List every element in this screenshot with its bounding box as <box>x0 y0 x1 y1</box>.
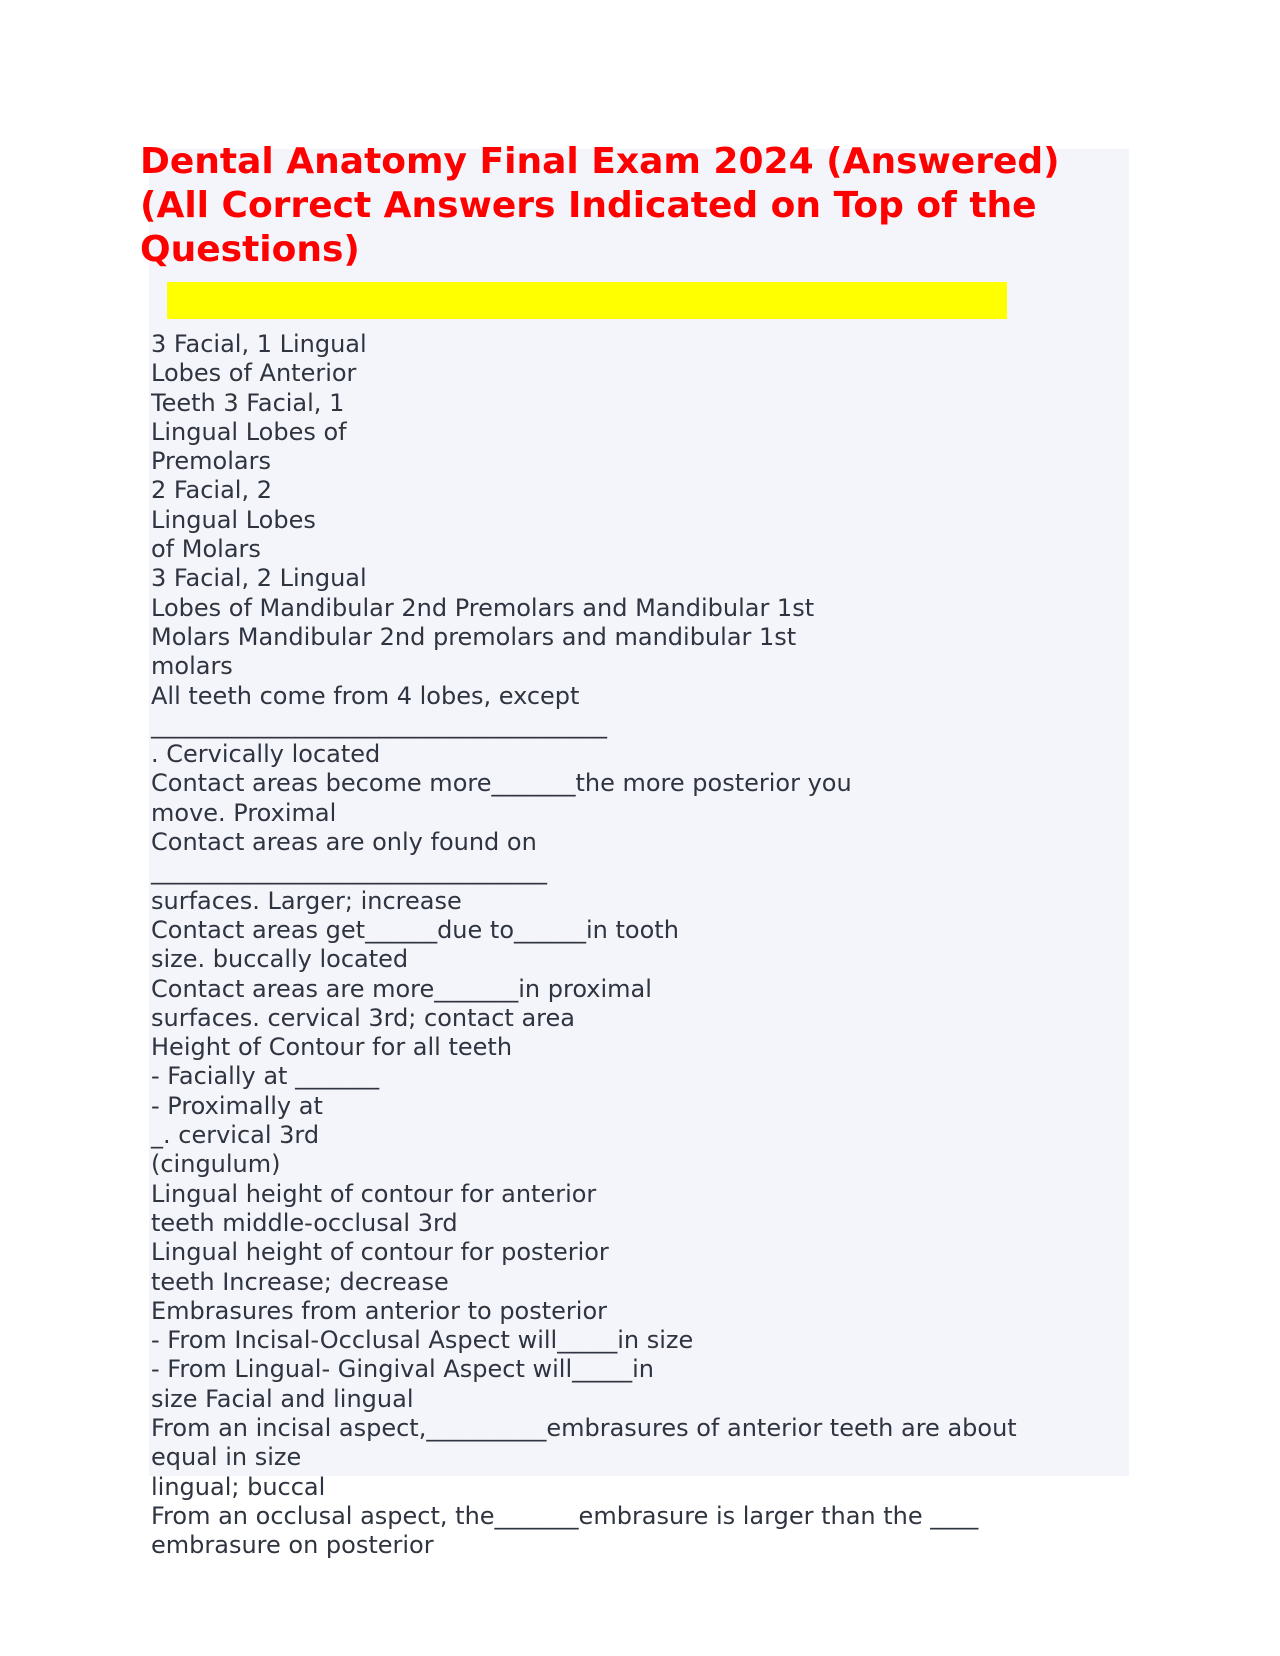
text-line: Premolars <box>151 447 271 476</box>
text-line: teeth middle-occlusal 3rd <box>151 1208 458 1237</box>
text-line: size Facial and lingual <box>151 1384 414 1413</box>
text-line: - Facially at _______ <box>151 1062 380 1091</box>
text-line: Molars Mandibular 2nd premolars and mandibular 1st <box>151 622 797 651</box>
text-line: Lingual height of contour for posterior <box>151 1238 609 1267</box>
text-line: - From Incisal-Occlusal Aspect will_____in size <box>151 1326 694 1355</box>
text-line: (cingulum) <box>151 1150 281 1179</box>
text-line: Lobes of Mandibular 2nd Premolars and Mandibular 1st <box>151 593 815 622</box>
text-line: surfaces. Larger; increase <box>151 886 462 915</box>
text-line: . Cervically located <box>151 740 381 769</box>
text-line: move. Proximal <box>151 798 337 827</box>
text-line: embrasure on posterior <box>151 1531 434 1560</box>
text-line: 2 Facial, 2 <box>151 476 272 505</box>
text-line: _. cervical 3rd <box>151 1121 320 1150</box>
text-line: size. buccally located <box>151 945 409 974</box>
document-title: Dental Anatomy Final Exam 2024 (Answered) (All Correct Answers Indicated on Top of the Questions) <box>140 141 1060 270</box>
text-line: - Proximally at <box>151 1091 323 1120</box>
text-line: lingual; buccal <box>151 1472 326 1501</box>
yellow-highlight-bar <box>167 282 1007 319</box>
text-line: _________________________________ <box>151 857 547 886</box>
text-line: Height of Contour for all teeth <box>151 1033 513 1062</box>
text-line: Teeth 3 Facial, 1 <box>151 388 345 417</box>
text-line: teeth Increase; decrease <box>151 1267 449 1296</box>
text-line: From an occlusal aspect, the_______embrasure is larger than the ____ <box>151 1501 979 1530</box>
text-line: Contact areas become more_______the more posterior you <box>151 769 852 798</box>
text-line: 3 Facial, 2 Lingual <box>151 564 367 593</box>
text-line: of Molars <box>151 535 261 564</box>
text-line: equal in size <box>151 1443 302 1472</box>
text-line: Contact areas are more_______in proximal <box>151 974 652 1003</box>
text-line: surfaces. cervical 3rd; contact area <box>151 1003 575 1032</box>
question-answer-text <box>151 330 1111 1560</box>
text-line: 3 Facial, 1 Lingual <box>151 330 367 358</box>
text-line: From an incisal aspect,__________embrasures of anterior teeth are about <box>151 1413 1017 1442</box>
text-line: Lingual Lobes <box>151 505 316 534</box>
text-line: ______________________________________ <box>151 710 607 739</box>
text-line: molars <box>151 652 233 681</box>
text-line: Lingual Lobes of <box>151 417 347 446</box>
text-line: Lingual height of contour for anterior <box>151 1179 597 1208</box>
text-line: Contact areas are only found on <box>151 828 537 857</box>
text-line: Contact areas get______due to______in tooth <box>151 915 679 944</box>
text-line: Embrasures from anterior to posterior <box>151 1296 607 1325</box>
text-line: - From Lingual- Gingival Aspect will_____in <box>151 1355 654 1384</box>
text-line: Lobes of Anterior <box>151 359 357 388</box>
text-line: All teeth come from 4 lobes, except <box>151 681 580 710</box>
